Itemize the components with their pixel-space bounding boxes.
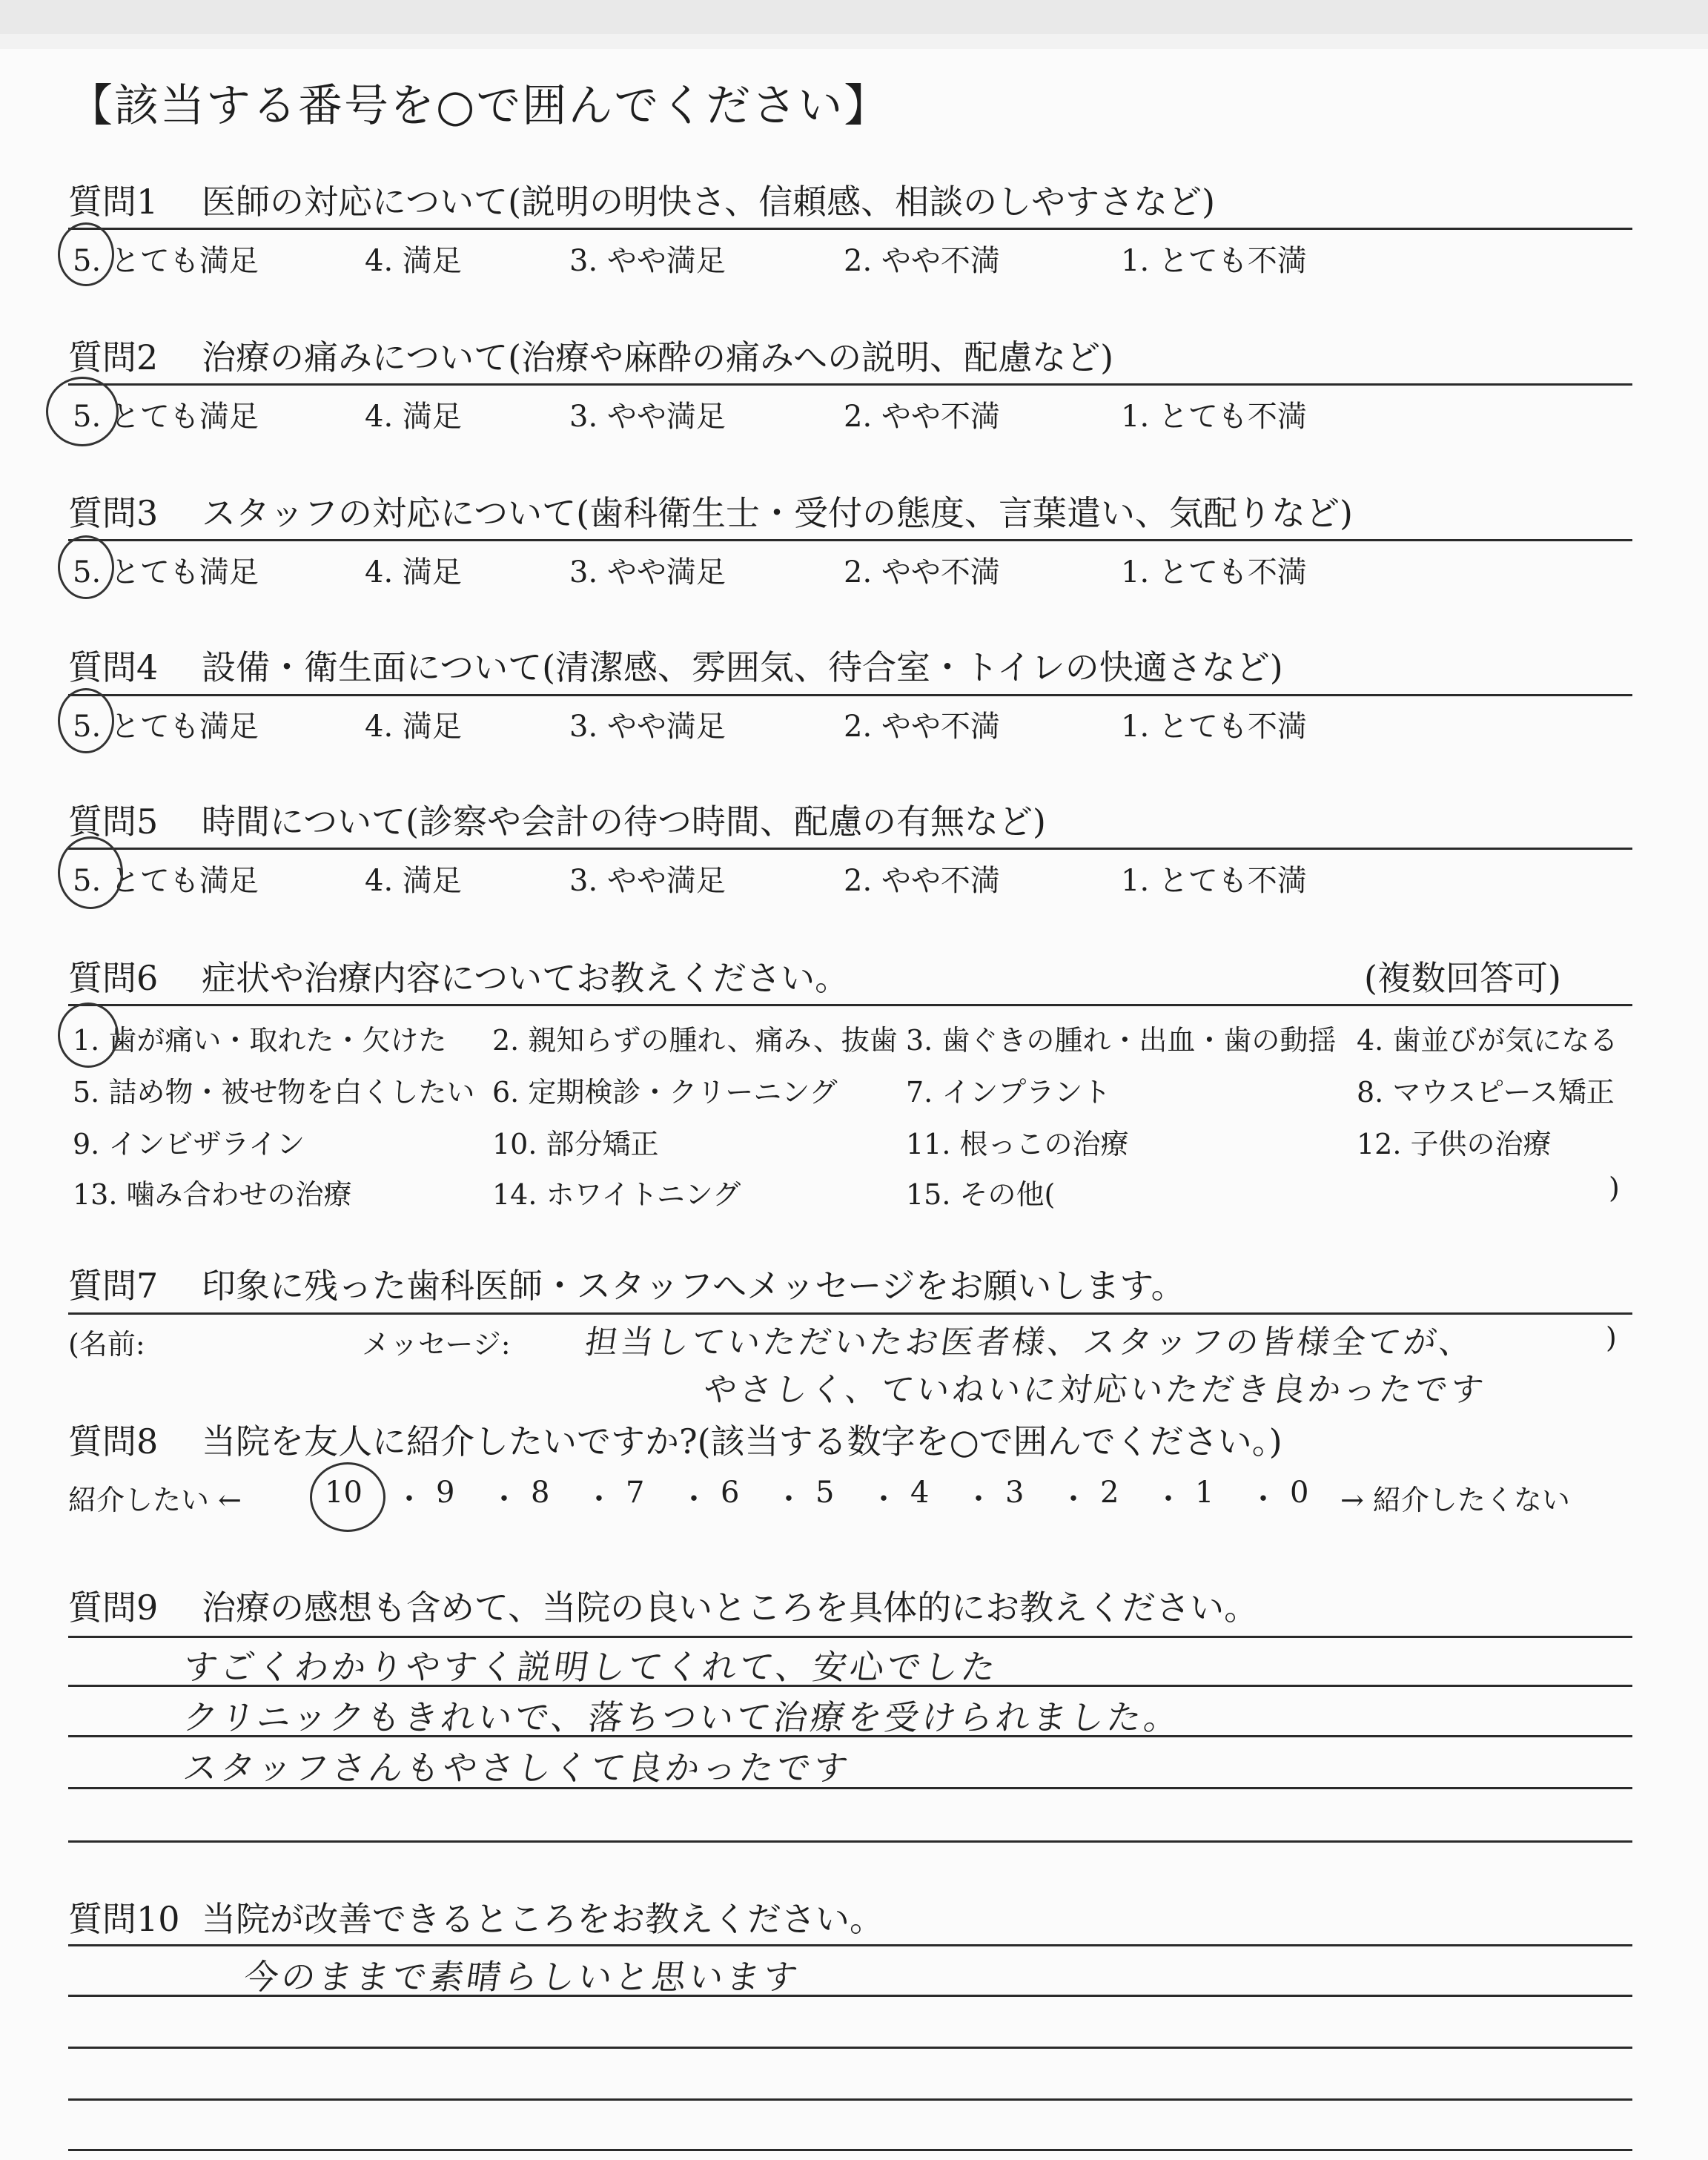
q8-scale-2[interactable]: 2 <box>1100 1476 1119 1510</box>
q6-option-8[interactable]: 8. マウスピース矯正 <box>1357 1076 1615 1109</box>
q7-close-paren: ) <box>1606 1321 1617 1354</box>
q3-option-5[interactable]: 5. とても満足 <box>73 555 259 589</box>
q4-option-3[interactable]: 3. やや満足 <box>569 710 726 744</box>
q8-scale-dot: ・ <box>679 1482 709 1516</box>
q6-option-7[interactable]: 7. インプラント <box>906 1076 1111 1109</box>
q8-scale-dot: ・ <box>394 1482 424 1516</box>
q6-selection-circle <box>58 1003 119 1068</box>
q6-text: 症状や治療内容についてお教えください。 <box>202 958 850 998</box>
q7-handwritten-line-2: やさしく、ていねいに対応いただき良かったです <box>701 1371 1489 1409</box>
q8-scale-9[interactable]: 9 <box>436 1476 455 1510</box>
q10-text: 当院が改善できるところをお教えください。 <box>202 1899 884 1939</box>
q6-option-14[interactable]: 14. ホワイトニング <box>492 1178 741 1211</box>
q5-option-2[interactable]: 2. やや不満 <box>844 864 1000 898</box>
scan-top-shadow <box>0 34 1708 49</box>
q8-scale-dot: ・ <box>1059 1482 1088 1516</box>
q8-scale-8[interactable]: 8 <box>531 1476 550 1510</box>
q1-selection-circle <box>58 222 114 286</box>
q4-label: 質問4 <box>68 647 159 687</box>
q3-text: スタッフの対応について(歯科衛生士・受付の態度、言葉遣い、気配りなど) <box>202 493 1353 533</box>
q3-option-1[interactable]: 1. とても不満 <box>1121 555 1307 589</box>
q8-label: 質問8 <box>68 1421 159 1462</box>
q1-option-3[interactable]: 3. やや満足 <box>569 244 726 278</box>
q8-right-label: → 紹介したくない <box>1340 1484 1570 1516</box>
q6-option-15[interactable]: 15. その他( <box>906 1178 1056 1211</box>
q9-label: 質問9 <box>68 1588 159 1628</box>
q2-option-2[interactable]: 2. やや不満 <box>844 400 1000 434</box>
q7-name-label: (名前: <box>68 1328 145 1361</box>
q6-option-4[interactable]: 4. 歯並びが気になる <box>1357 1024 1618 1057</box>
q8-scale-dot: ・ <box>1248 1482 1278 1516</box>
q1-option-4[interactable]: 4. 満足 <box>365 244 462 278</box>
q8-scale-dot: ・ <box>489 1482 519 1516</box>
q8-scale-4[interactable]: 4 <box>910 1476 930 1510</box>
q1-text: 医師の対応について(説明の明快さ、信頼感、相談のしやすさなど) <box>202 182 1216 222</box>
q5-option-3[interactable]: 3. やや満足 <box>569 864 726 898</box>
q3-label: 質問3 <box>68 493 159 533</box>
q6-option-12[interactable]: 12. 子供の治療 <box>1357 1128 1552 1160</box>
q8-scale-5[interactable]: 5 <box>815 1476 835 1510</box>
q2-option-4[interactable]: 4. 満足 <box>365 400 462 434</box>
q6-label: 質問6 <box>68 958 159 998</box>
q8-scale-dot: ・ <box>869 1482 898 1516</box>
q6-option-5[interactable]: 5. 詰め物・被せ物を白くしたい <box>73 1076 475 1109</box>
q10-line-1 <box>68 1944 1632 1946</box>
q2-option-1[interactable]: 1. とても不満 <box>1121 400 1307 434</box>
q1-option-5[interactable]: 5. とても満足 <box>73 244 259 278</box>
q6-option-10[interactable]: 10. 部分矯正 <box>492 1128 659 1160</box>
q4-text: 設備・衛生面について(清潔感、雰囲気、待合室・トイレの快適さなど) <box>202 647 1283 687</box>
q3-option-4[interactable]: 4. 満足 <box>365 555 462 589</box>
q10-line-4 <box>68 2098 1632 2101</box>
q5-option-4[interactable]: 4. 満足 <box>365 864 462 898</box>
q9-line-1 <box>68 1636 1632 1638</box>
q6-option-2[interactable]: 2. 親知らずの腫れ、痛み、抜歯 <box>492 1024 898 1057</box>
q9-text: 治療の感想も含めて、当院の良いところを具体的にお教えください。 <box>202 1588 1259 1628</box>
q4-option-1[interactable]: 1. とても不満 <box>1121 710 1307 744</box>
q1-option-1[interactable]: 1. とても不満 <box>1121 244 1307 278</box>
q6-rule <box>68 1004 1632 1006</box>
q6-other-close-paren: ) <box>1609 1172 1620 1204</box>
page-heading: 【該当する番号を○で囲んでください】 <box>68 80 890 132</box>
q10-handwritten-line-1: 今のままで素晴らしいと思います <box>241 1957 804 1997</box>
q1-label: 質問1 <box>68 182 159 222</box>
q10-line-5 <box>68 2149 1632 2151</box>
q2-label: 質問2 <box>68 337 159 377</box>
q7-text: 印象に残った歯科医師・スタッフへメッセージをお願いします。 <box>202 1266 1185 1306</box>
q4-option-5[interactable]: 5. とても満足 <box>73 710 259 744</box>
q6-option-6[interactable]: 6. 定期検診・クリーニング <box>492 1076 838 1109</box>
q2-text: 治療の痛みについて(治療や麻酔の痛みへの説明、配慮など) <box>202 337 1114 377</box>
q2-option-3[interactable]: 3. やや満足 <box>569 400 726 434</box>
q6-option-9[interactable]: 9. インビザライン <box>73 1128 305 1160</box>
q2-selection-circle <box>46 377 119 446</box>
q9-handwritten-line-2: クリニックもきれいで、落ちついて治療を受けられました。 <box>180 1697 1185 1737</box>
q8-scale-3[interactable]: 3 <box>1005 1476 1025 1510</box>
q3-selection-circle <box>58 535 114 599</box>
q4-selection-circle <box>58 688 114 753</box>
q3-option-3[interactable]: 3. やや満足 <box>569 555 726 589</box>
q8-left-label: 紹介したい ← <box>68 1484 242 1516</box>
q10-line-3 <box>68 2047 1632 2049</box>
q8-text: 当院を友人に紹介したいですか?(該当する数字を○で囲んでください。) <box>202 1421 1282 1462</box>
q3-option-2[interactable]: 2. やや不満 <box>844 555 1000 589</box>
q5-selection-circle <box>58 836 123 909</box>
q8-scale-dot: ・ <box>774 1482 804 1516</box>
q6-option-3[interactable]: 3. 歯ぐきの腫れ・出血・歯の動揺 <box>906 1024 1337 1057</box>
q8-selection-circle <box>310 1462 385 1532</box>
q4-option-4[interactable]: 4. 満足 <box>365 710 462 744</box>
q8-scale-dot: ・ <box>1153 1482 1183 1516</box>
q4-rule <box>68 694 1632 696</box>
q8-scale-1[interactable]: 1 <box>1195 1476 1214 1510</box>
q4-option-2[interactable]: 2. やや不満 <box>844 710 1000 744</box>
q1-option-2[interactable]: 2. やや不満 <box>844 244 1000 278</box>
q5-option-5[interactable]: 5. とても満足 <box>73 864 259 898</box>
q8-scale-7[interactable]: 7 <box>626 1476 645 1510</box>
q8-scale-dot: ・ <box>584 1482 614 1516</box>
q9-handwritten-line-3: スタッフさんもやさしくて良かったです <box>180 1748 854 1788</box>
q5-rule <box>68 848 1632 850</box>
q9-line-5 <box>68 1840 1632 1843</box>
q5-option-1[interactable]: 1. とても不満 <box>1121 864 1307 898</box>
q8-scale-6[interactable]: 6 <box>721 1476 740 1510</box>
q6-option-11[interactable]: 11. 根っこの治療 <box>906 1128 1129 1160</box>
q1-rule <box>68 228 1632 230</box>
q8-scale-0[interactable]: 0 <box>1290 1476 1309 1510</box>
q6-option-1[interactable]: 1. 歯が痛い・取れた・欠けた <box>73 1024 447 1057</box>
q9-handwritten-line-1: すごくわかりやすく説明してくれて、安心でした <box>180 1647 1002 1687</box>
q7-handwritten-line-1: 担当していただいたお医者様、スタッフの皆様全てが、 <box>582 1324 1477 1361</box>
q6-option-13[interactable]: 13. 噛み合わせの治療 <box>73 1178 352 1211</box>
q7-rule <box>68 1312 1632 1315</box>
q6-note: (複数回答可) <box>1364 958 1561 998</box>
scan-top-band <box>0 0 1708 34</box>
q7-label: 質問7 <box>68 1266 159 1306</box>
q5-text: 時間について(診察や会計の待つ時間、配慮の有無など) <box>202 802 1046 842</box>
q8-scale-dot: ・ <box>964 1482 993 1516</box>
q3-rule <box>68 539 1632 541</box>
q2-option-5[interactable]: 5. とても満足 <box>73 400 259 434</box>
q10-label: 質問10 <box>68 1899 180 1939</box>
q8-scale-10[interactable]: 10 <box>325 1476 363 1510</box>
q5-label: 質問5 <box>68 802 159 842</box>
q2-rule <box>68 383 1632 386</box>
q7-message-label: メッセージ: <box>362 1328 511 1361</box>
